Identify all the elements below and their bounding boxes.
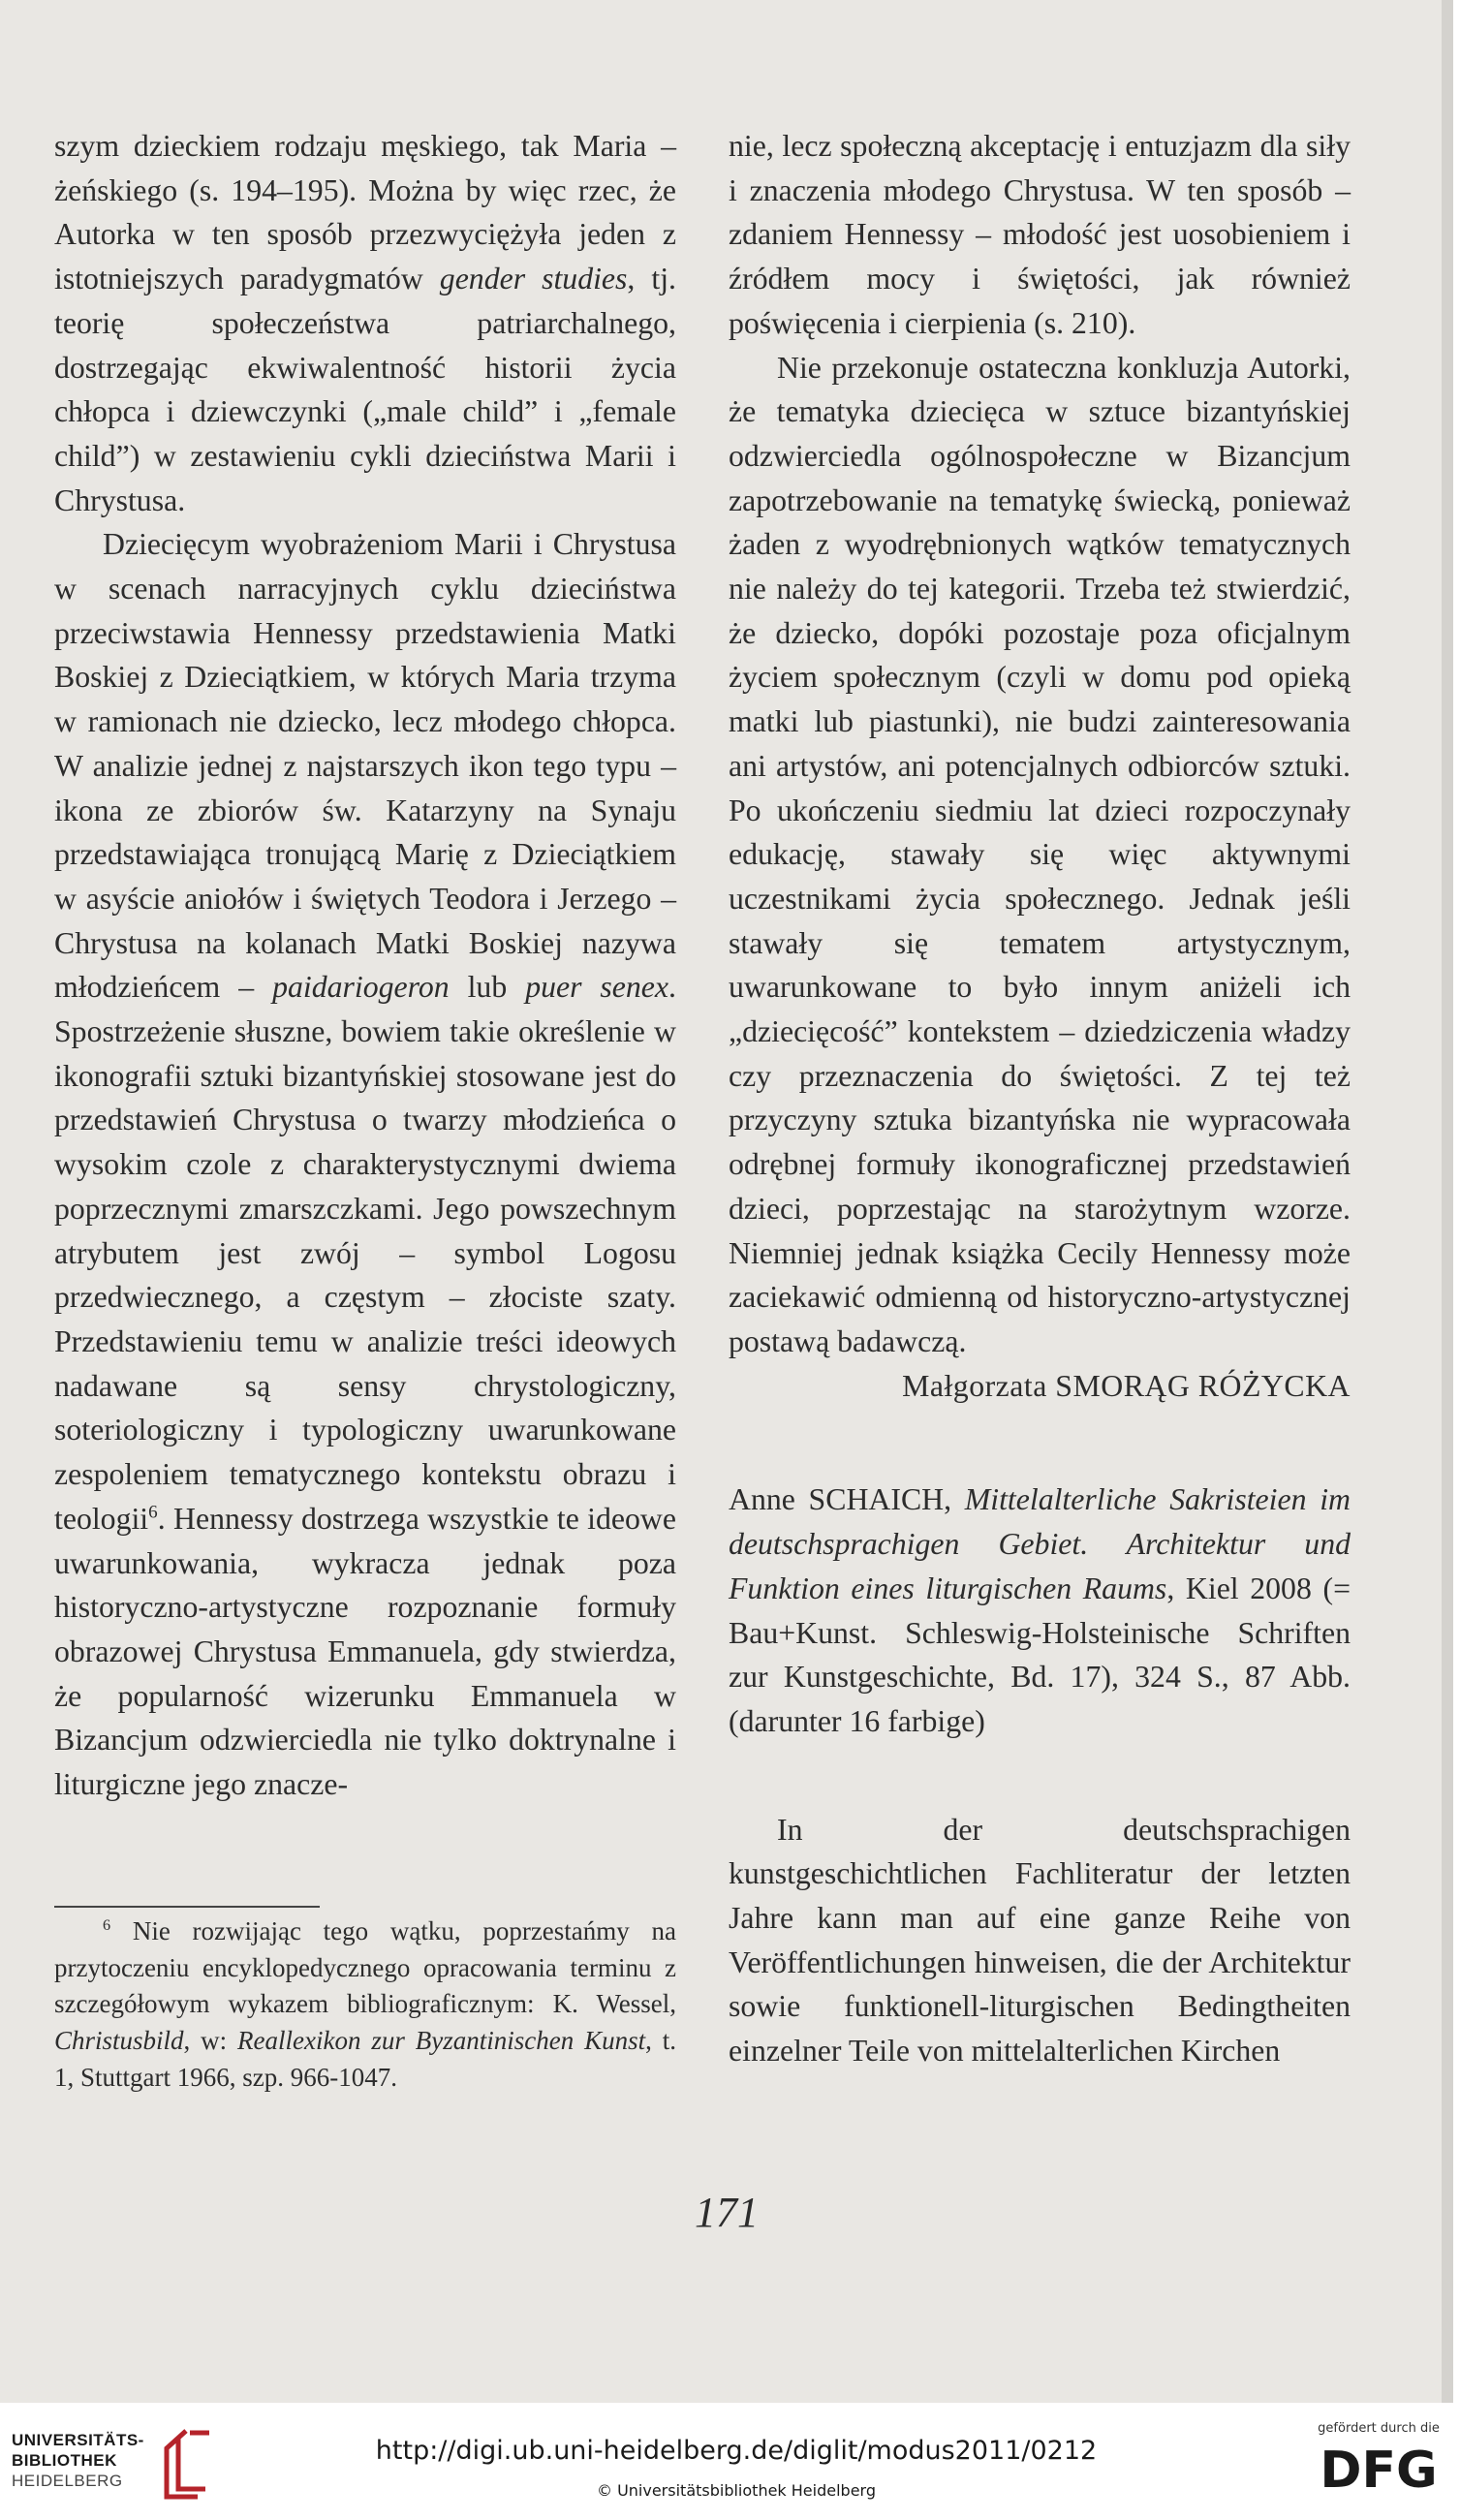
paragraph — [729, 124, 1351, 346]
library-logo[interactable] — [12, 2425, 210, 2495]
footnote-text — [54, 1913, 676, 2097]
section-gap — [729, 1744, 1351, 1808]
text-run: In der deutschsprachigen kunstgeschichtlichen Fachliteratur der letzten Jahre kann man auf eine ganze Reihe von Veröffentlichungen hinweisen, die der Architektur sowie funktionell-liturgischen Bedingtheiten einzelner Teile von mittelalterlichen Kirchen — [729, 1812, 1351, 2069]
paragraph — [54, 522, 676, 1806]
paragraph — [729, 346, 1351, 1364]
library-mark-icon — [157, 2425, 215, 2503]
text-run: , w: — [183, 2026, 238, 2056]
section-gap — [729, 1408, 1351, 1478]
left-text-column — [54, 124, 676, 1807]
footnote-marker: 6 — [103, 1916, 111, 1934]
dfg-logo-icon — [1306, 2439, 1451, 2497]
italic-text: Mittelalterliche Sakristeien im deutschsprachigen Gebiet. Architektur und Funktion eines liturgischen Raums — [729, 1482, 1351, 1605]
page-number: 171 — [695, 2189, 759, 2236]
italic-text: Christusbild — [54, 2026, 184, 2056]
dfg-funding-logo[interactable] — [1306, 2421, 1451, 2508]
footnote-marker: 6 — [148, 1502, 158, 1523]
library-name-line-2: BIBLIOTHEK — [12, 2451, 117, 2470]
library-name-line-3: HEIDELBERG — [12, 2472, 123, 2490]
paragraph — [729, 1808, 1351, 2073]
text-run: , tj. teorię społeczeństwa patriarchalnego, dostrzegając ekwiwalentność historii życia chłopca i dziewczynki („male child” i „female child”) w zestawieniu cykli dzieciństwa Marii i Chrystusa. — [54, 262, 676, 517]
review-author-signature: Małgorzata SMORĄG RÓŻYCKA — [902, 1368, 1351, 1403]
funded-by-label: gefördert durch die — [1318, 2421, 1440, 2436]
text-run: lub — [449, 970, 526, 1005]
italic-text: Reallexikon zur Byzantinischen Kunst — [237, 2026, 646, 2056]
text-run: nie, lecz społeczną akceptację i entuzjazm dla siły i znaczenia młodego Chrystusa. W ten sposób – zdaniem Hennessy – młodość jest uosobieniem i źródłem mocy i świętości, jak również poświęcenia i cierpienia (s. 210). — [729, 129, 1351, 340]
page-edge — [1442, 0, 1453, 2403]
right-text-column — [729, 124, 1351, 2073]
paragraph — [54, 124, 676, 522]
italic-text: paidariogeron — [272, 970, 450, 1005]
text-run: . Spostrzeżenie słuszne, bowiem takie określenie w ikonografii sztuki bizantyńskiej stosowane jest do przedstawień Chrystusa o twarzy młodzieńca o wysokim czole z charakterystycznymi dwiema poprzecznymi zmarszczkami. Jego powszechnym atrybutem jest zwój – symbol Logosu przedwiecznego, a częstym – złociste szaty. Przedstawieniu temu w analizie treści ideowych nadawane są sensy chrystologiczny, soteriologiczny i typologiczny uwarunkowane zespoleniem tematycznego kontekstu obrazu i teologii — [54, 970, 676, 1536]
text-run: Dziecięcym wyobrażeniom Marii i Chrystusa w scenach narracyjnych cyklu dzieciństwa przeciwstawia Hennessy przedstawienia Matki Boskiej z Dzieciątkiem, w których Maria trzyma w ramionach nie dziecko, lecz młodego chłopca. W analizie jednej z najstarszych ikon tego typu – ikona ze zbiorów św. Katarzyny na Synaju przedstawiająca tronującą Marię z Dzieciątkiem w asyście aniołów i świętych Teodora i Jerzego – Chrystusa na kolanach Matki Boskiej nazywa młodzieńcem – — [54, 527, 676, 1005]
text-run: , Kiel 2008 (= Bau+Kunst. Schleswig-Holsteinische Schriften zur Kunstgeschichte, Bd. 17), 324 S., 87 Abb. (darunter 16 farbige) — [729, 1571, 1351, 1738]
italic-text: gender studies — [439, 262, 628, 296]
copyright-notice: © Universitätsbibliothek Heidelberg — [596, 2481, 876, 2500]
text-run: Nie rozwijając tego wątku, poprzestańmy na przytoczeniu encyklopedycznego opracowania terminu z szczegółowym wykazem bibliograficznym: K. Wessel, — [54, 1916, 676, 2019]
dfg-logo-text: DFG — [1320, 2442, 1438, 2497]
text-run: Nie przekonuje ostateczna konkluzja Autorki, że tematyka dziecięca w sztuce bizantyńskiej odzwierciedla ogólnospołeczne w Bizancjum zapotrzebowanie na tematykę świecką, ponieważ żaden z wyodrębnionych wątków tematycznych nie należy do tej kategorii. Trzeba też stwierdzić, że dziecko, dopóki pozostaje poza oficjalnym życiem społecznym (czyli w domu pod opieką matki lub piastunki), nie budzi zainteresowania ani artystów, ani potencjalnych odbiorców sztuki. Po ukończeniu siedmiu lat dzieci rozpoczynały edukację, stawały się więc aktywnymi uczestnikami życia społecznego. Jednak jeśli stawały się tematem artystycznym, uwarunkowane to było innym aniżeli ich „dziecięcość” kontekstem – dziedziczenia władzy czy przeznaczenia do świętości. Z tej też przyczyny sztuka bizantyńska nie wypracowała odrębnej formuły ikonograficznej przedstawień dzieci, poprzestając na starożytnym wzorze. Niemniej jednak książka Cecily Hennessy może zaciekawić odmienną od historyczno-artystycznej postawą badawczą. — [729, 350, 1351, 1358]
footnote-divider — [54, 1906, 320, 1908]
text-run: . Hennessy dostrzega wszystkie te ideowe uwarunkowania, wykracza jednak poza historyczno-artystyczne rozpoznanie formuły obrazowej Chrystusa Emmanuela, gdy stwierdza, że popularność wizerunku Emmanuela w Bizancjum odzwierciedla nie tylko doktrynalne i liturgiczne jego znacze- — [54, 1501, 676, 1802]
library-name-line-1: UNIVERSITÄTS- — [12, 2431, 144, 2449]
italic-text: puer senex — [525, 970, 669, 1005]
text-run: szym dzieckiem rodzaju męskiego, tak Maria – żeńskiego (s. 194–195). Można by więc rzec, że Autorka w ten sposób przezwyciężyła jeden z istotniejszych paradygmatów — [54, 129, 676, 296]
paragraph — [729, 1478, 1351, 1743]
text-run: Anne SCHAICH, — [729, 1482, 965, 1517]
text-run: , t. 1, Stuttgart 1966, szp. 966-1047. — [54, 2026, 676, 2092]
footnote — [54, 1913, 676, 2097]
source-url-link[interactable]: http://digi.ub.uni-heidelberg.de/diglit/modus2011/0212 — [375, 2436, 1098, 2466]
